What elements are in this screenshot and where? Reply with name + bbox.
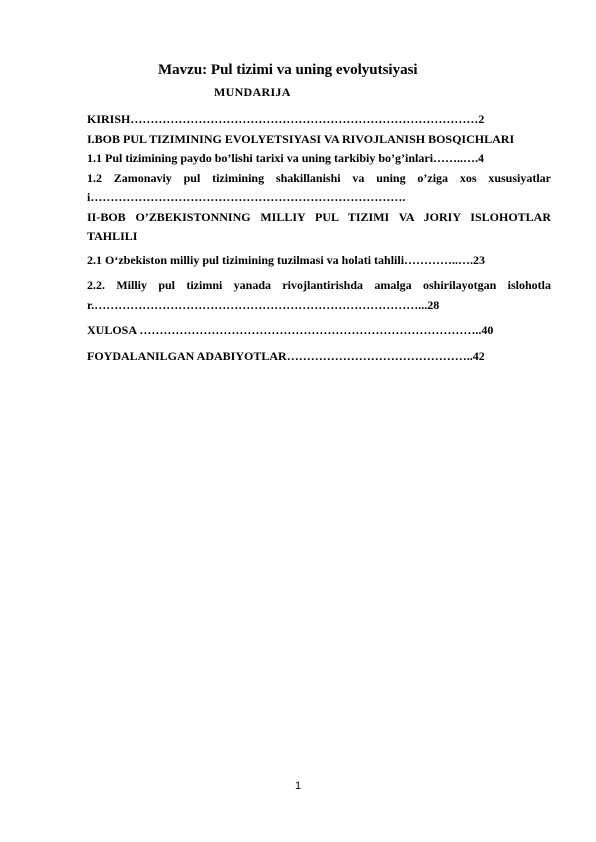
toc-entry-section-1-2[interactable]: 1.2 Zamonaviy pul tizimining shakillanishi va uning o’ziga xos xususiyatlari……………………………………………………………………. bbox=[87, 170, 551, 204]
toc-entry-section-2-2[interactable]: 2.2. Milliy pul tizimni yanada rivojlantirishda amalga oshirilayotgan islohotlar.………………………………………………………………………...28 bbox=[87, 278, 551, 312]
toc-entry-kirish[interactable]: KIRISH……………………………………………………………………………2 bbox=[87, 112, 485, 126]
toc-heading: MUNDARIJA bbox=[214, 85, 291, 99]
toc-entry-section-2-1[interactable]: 2.1 O‘zbekiston milliy pul tizimining tuzilmasi va holati tahlili…………..….23 bbox=[87, 252, 486, 267]
toc-entry-chapter-2[interactable]: II-BOB O’ZBEKISTONNING MILLIY PUL TIZIMI VA JORIY ISLOHOTLAR TAHLILI bbox=[87, 209, 551, 243]
page-number: 1 bbox=[294, 780, 302, 792]
table-of-contents bbox=[87, 110, 551, 366]
toc-entry-xulosa[interactable]: XULOSA …………………………………………………………………………..40 bbox=[87, 323, 494, 337]
toc-entry-bibliography[interactable]: FOYDALANILGAN ADABIYOTLAR………………………………………..42 bbox=[87, 348, 485, 363]
toc-entry-section-1-1[interactable]: 1.1 Pul tizimining paydo bo’lishi tarixi va uning tarkibiy bo’g’inlari……..….4 bbox=[87, 151, 485, 165]
document-title: Mavzu: Pul tizimi va uning evolyutsiyasi bbox=[158, 62, 418, 78]
toc-entry-chapter-1[interactable]: I.BOB PUL TIZIMINING EVOLYETSIYASI VA RIVOJLANISH BOSQICHLARI bbox=[87, 131, 515, 146]
